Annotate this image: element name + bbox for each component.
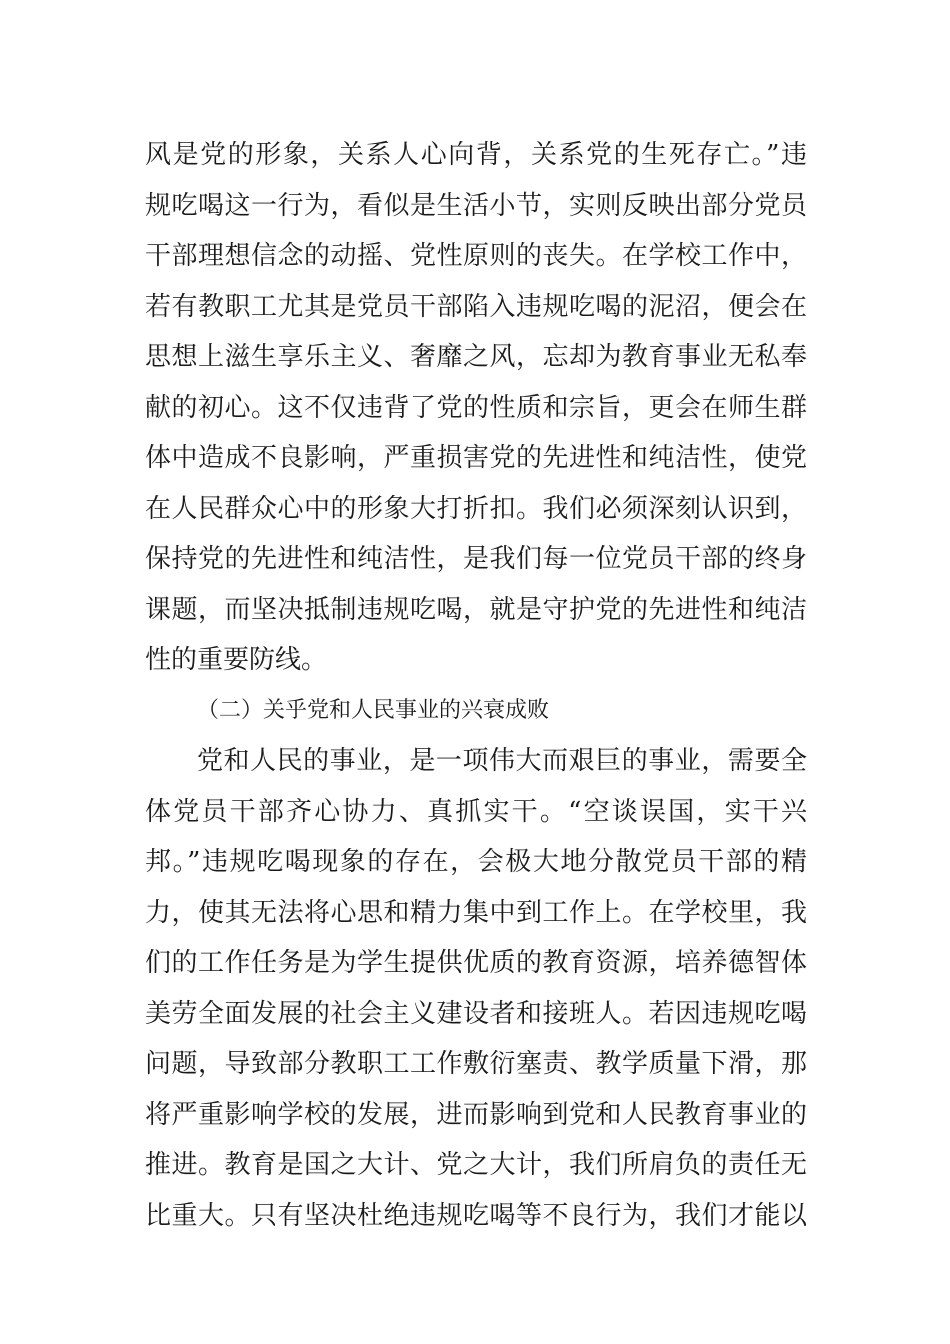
text-line: 思想上滋生享乐主义、奢靡之风，忘却为教育事业无私奉 bbox=[145, 342, 807, 372]
text-line: 若有教职工尤其是党员干部陷入违规吃喝的泥沼，便会在 bbox=[145, 291, 807, 322]
text-line: 们的工作任务是为学生提供优质的教育资源，培养德智体 bbox=[145, 948, 807, 978]
text-line: 课题，而坚决抵制违规吃喝，就是守护党的先进性和纯洁 bbox=[145, 594, 807, 625]
section-heading: （二）关乎党和人民事业的兴衰成败 bbox=[197, 697, 550, 723]
text-line: 性的重要防线。 bbox=[145, 645, 328, 675]
text-line: 美劳全面发展的社会主义建设者和接班人。若因违规吃喝 bbox=[145, 998, 807, 1029]
text-line: 在人民群众心中的形象大打折扣。我们必须深刻认识到， bbox=[145, 493, 807, 524]
text-line: 邦。”违规吃喝现象的存在，会极大地分散党员干部的精 bbox=[145, 847, 807, 877]
text-line: 风是党的形象，关系人心向背，关系党的生死存亡。”违 bbox=[145, 140, 807, 170]
text-line: 规吃喝这一行为，看似是生活小节，实则反映出部分党员 bbox=[145, 190, 807, 221]
paragraph-1 bbox=[145, 130, 807, 686]
text-line: 推进。教育是国之大计、党之大计，我们所肩负的责任无 bbox=[145, 1150, 807, 1180]
text-line: 体党员干部齐心协力、真抓实干。“空谈误国，实干兴 bbox=[145, 796, 807, 827]
text-line: 将严重影响学校的发展，进而影响到党和人民教育事业的 bbox=[145, 1099, 807, 1130]
text-line: 体中造成不良影响，严重损害党的先进性和纯洁性，使党 bbox=[145, 443, 807, 473]
text-line: 党和人民的事业，是一项伟大而艰巨的事业，需要全 bbox=[197, 746, 807, 776]
text-line: 比重大。只有坚决杜绝违规吃喝等不良行为，我们才能以 bbox=[145, 1200, 807, 1231]
paragraph-2 bbox=[145, 736, 807, 1241]
text-line: 干部理想信念的动摇、党性原则的丧失。在学校工作中， bbox=[145, 241, 807, 271]
text-line: 保持党的先进性和纯洁性，是我们每一位党员干部的终身 bbox=[145, 544, 807, 574]
text-line: 力，使其无法将心思和精力集中到工作上。在学校里，我 bbox=[145, 897, 807, 928]
text-line: 问题，导致部分教职工工作敷衍塞责、教学质量下滑，那 bbox=[145, 1049, 807, 1079]
document-body bbox=[145, 130, 807, 1241]
text-line: 献的初心。这不仅违背了党的性质和宗旨，更会在师生群 bbox=[145, 392, 807, 423]
